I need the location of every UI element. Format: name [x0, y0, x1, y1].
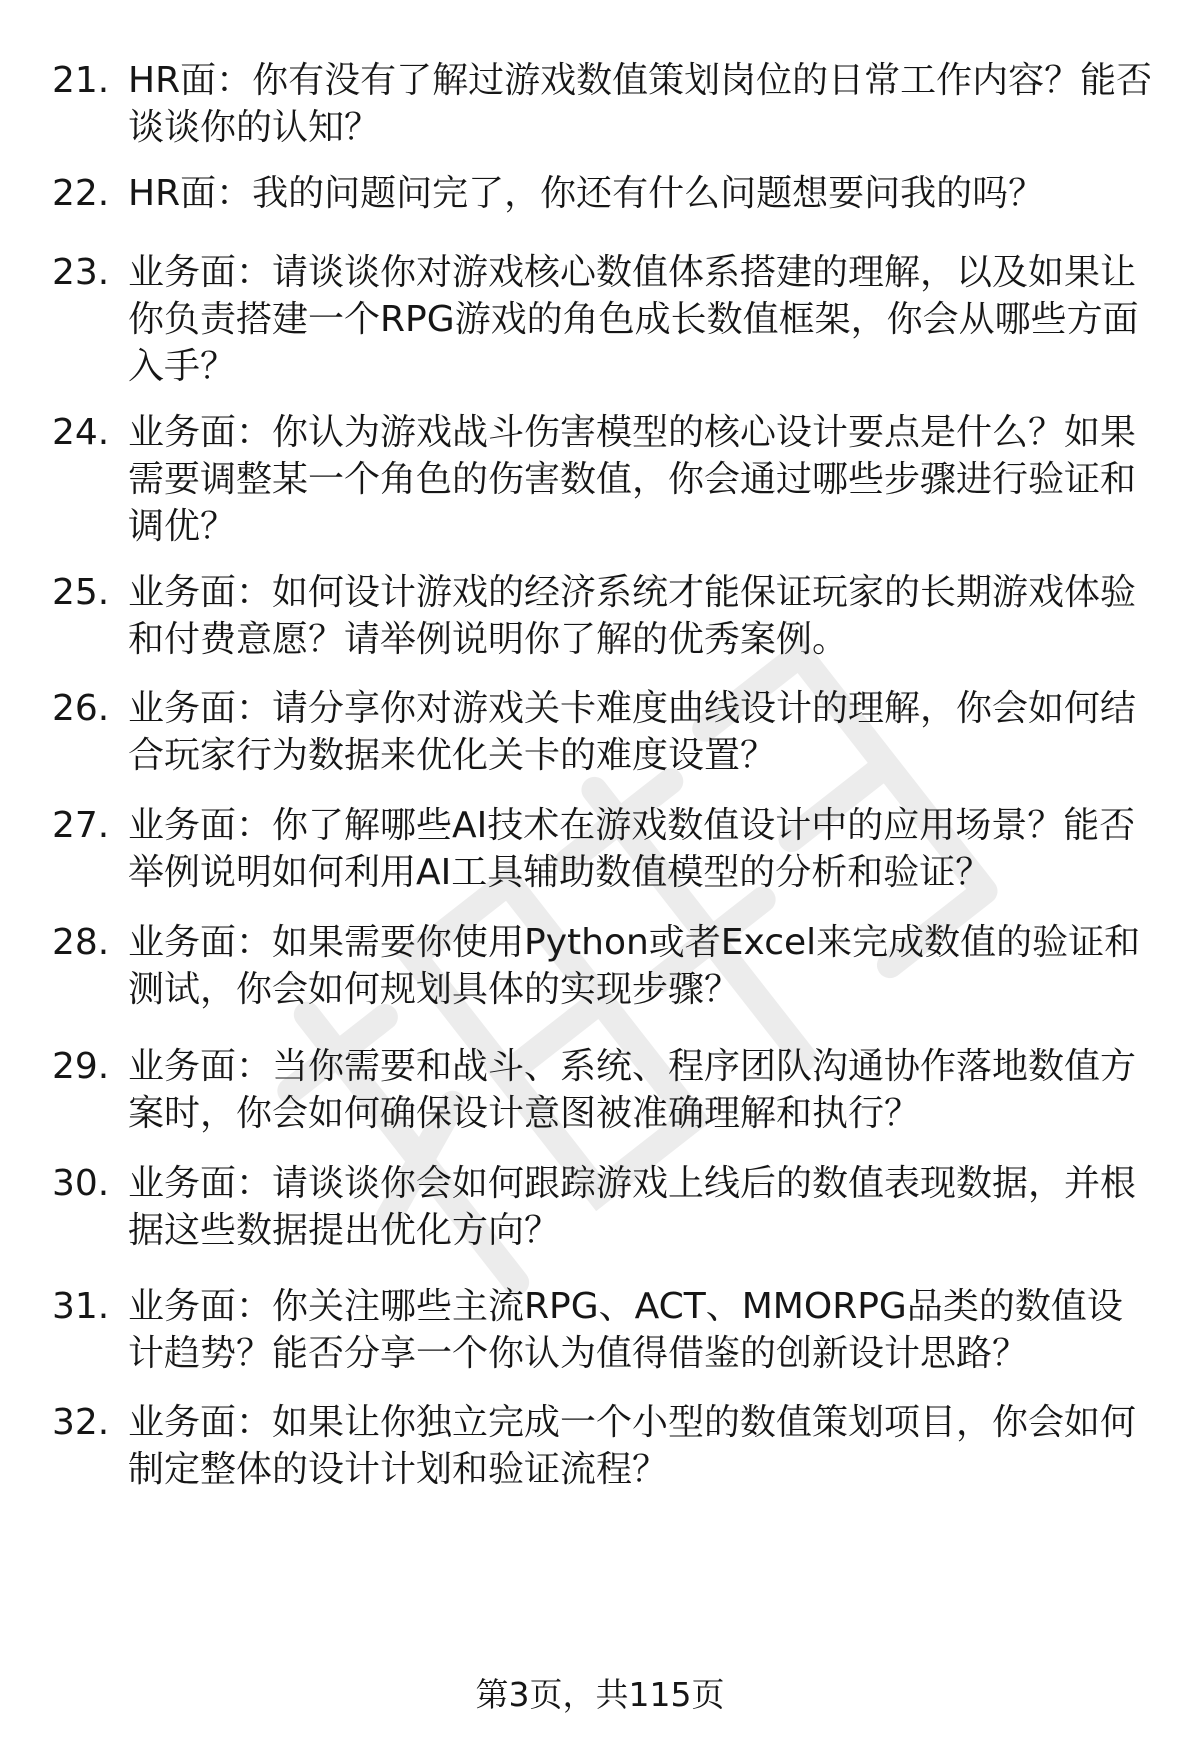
question-text: [128, 802, 1200, 896]
question-number: 27.: [52, 805, 110, 846]
question-line: 你负责搭建一个RPG游戏的角色成长数值框架，你会从哪些方面: [128, 299, 1139, 340]
question-line: 业务面：请谈谈你会如何跟踪游戏上线后的数值表现数据，并根: [128, 1163, 1137, 1204]
question-line: 制定整体的设计计划和验证流程？: [128, 1449, 669, 1490]
question-line: HR面：你有没有了解过游戏数值策划岗位的日常工作内容？能否: [128, 60, 1153, 101]
question-number: 25.: [52, 572, 110, 613]
question-text: [128, 249, 1200, 390]
question-number: 32.: [52, 1402, 110, 1443]
question-text: [128, 1399, 1200, 1493]
question-text: [128, 170, 1200, 217]
question-text: [128, 409, 1200, 550]
question-line: 谈谈你的认知？: [128, 107, 381, 148]
question-text: [128, 919, 1200, 1013]
question-line: 业务面：如果让你独立完成一个小型的数值策划项目，你会如何: [128, 1402, 1137, 1443]
question-number: 26.: [52, 688, 110, 729]
page-number: 第3页，共115页: [475, 1675, 725, 1714]
question-line: 调优？: [128, 506, 237, 547]
question-line: 业务面：你了解哪些AI技术在游戏数值设计中的应用场景？能否: [128, 805, 1136, 846]
question-number: 21.: [52, 60, 110, 101]
question-line: 测试，你会如何规划具体的实现步骤？: [128, 969, 741, 1010]
question-line: 业务面：你关注哪些主流RPG、ACT、MMORPG品类的数值设: [128, 1286, 1123, 1327]
question-line: 业务面：当你需要和战斗、系统、程序团队沟通协作落地数值方: [128, 1046, 1137, 1087]
question-line: 计趋势？能否分享一个你认为值得借鉴的创新设计思路？: [128, 1333, 1029, 1374]
question-line: 案时，你会如何确保设计意图被准确理解和执行？: [128, 1093, 921, 1134]
question-text: [128, 1043, 1200, 1137]
question-text: [128, 1160, 1200, 1254]
question-text: [128, 57, 1200, 151]
question-number: 28.: [52, 922, 110, 963]
question-number: 24.: [52, 412, 110, 453]
question-line: 业务面：如何设计游戏的经济系统才能保证玩家的长期游戏体验: [128, 572, 1137, 613]
question-line: 入手？: [128, 346, 237, 387]
question-number: 22.: [52, 173, 110, 214]
question-line: 业务面：请谈谈你对游戏核心数值体系搭建的理解，以及如果让: [128, 252, 1137, 293]
question-line: 举例说明如何利用AI工具辅助数值模型的分析和验证？: [128, 852, 992, 893]
question-number: 30.: [52, 1163, 110, 1204]
question-text: [128, 569, 1200, 663]
question-text: [128, 685, 1200, 779]
question-line: HR面：我的问题问完了，你还有什么问题想要问我的吗？: [128, 173, 1045, 214]
question-line: 需要调整某一个角色的伤害数值，你会通过哪些步骤进行验证和: [128, 459, 1137, 500]
question-number: 29.: [52, 1046, 110, 1087]
question-line: 业务面：请分享你对游戏关卡难度曲线设计的理解，你会如何结: [128, 688, 1137, 729]
question-line: 业务面：你认为游戏战斗伤害模型的核心设计要点是什么？如果: [128, 412, 1137, 453]
question-text: [128, 1283, 1200, 1377]
question-line: 业务面：如果需要你使用Python或者Excel来完成数值的验证和: [128, 922, 1141, 963]
question-number: 23.: [52, 252, 110, 293]
question-line: 据这些数据提出优化方向？: [128, 1210, 561, 1251]
question-number: 31.: [52, 1286, 110, 1327]
question-line: 合玩家行为数据来优化关卡的难度设置？: [128, 735, 777, 776]
question-line: 和付费意愿？请举例说明你了解的优秀案例。: [128, 619, 849, 660]
